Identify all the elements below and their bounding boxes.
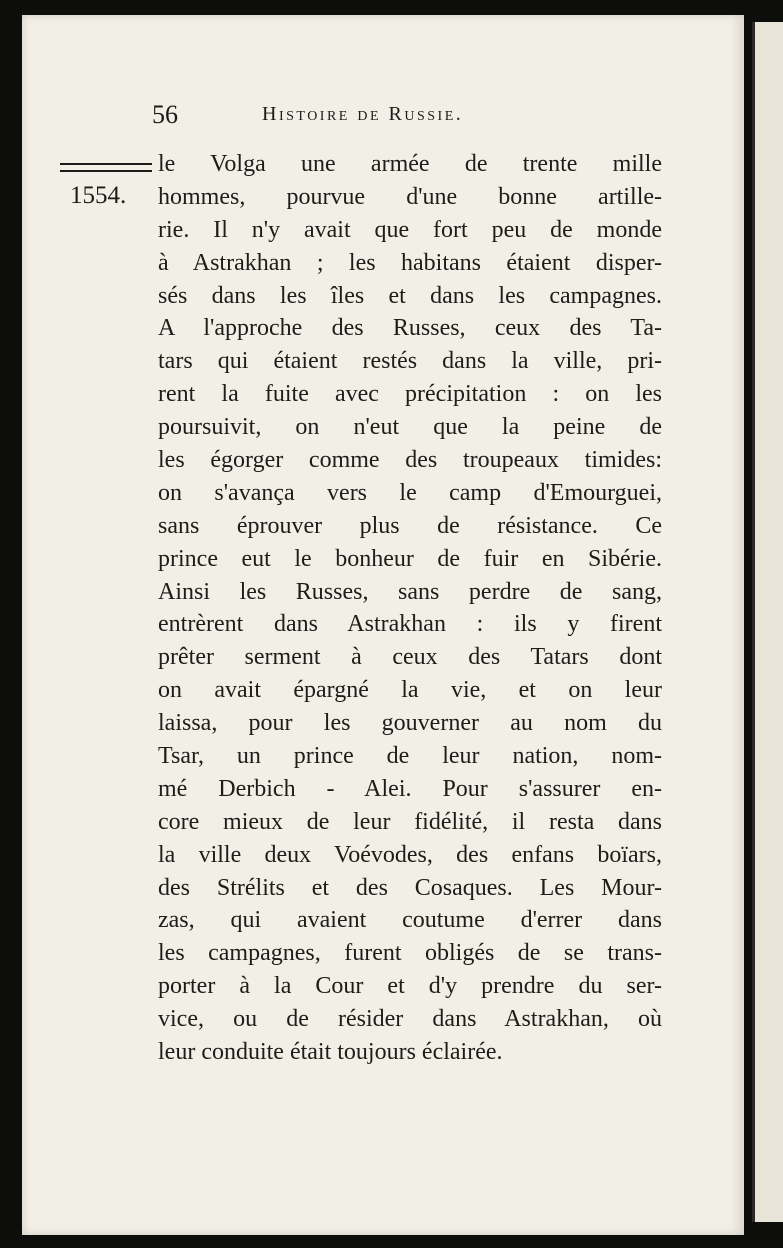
- text-line: mé Derbich - Alei. Pour s'assurer en-: [158, 775, 662, 802]
- text-line: sans éprouver plus de résistance. Ce: [158, 512, 662, 539]
- body-text: [158, 148, 662, 1069]
- continuation-rule: [60, 163, 152, 172]
- adjacent-page-edge: [752, 22, 783, 1222]
- text-line: le Volga une armée de trente mille: [158, 151, 662, 177]
- running-title: Histoire de Russie.: [262, 103, 464, 125]
- text-line: A l'approche des Russes, ceux des Ta-: [158, 315, 662, 342]
- text-line: rent la fuite avec précipitation : on les: [158, 381, 662, 408]
- text-line: hommes, pourvue d'une bonne artille-: [158, 183, 662, 210]
- text-line: Ainsi les Russes, sans perdre de sang,: [158, 578, 662, 605]
- text-line: poursuivit, on n'eut que la peine de: [158, 414, 662, 441]
- text-line: on avait épargné la vie, et on leur: [158, 677, 662, 704]
- text-line: la ville deux Voévodes, des enfans boïars,: [158, 841, 662, 868]
- text-line: leur conduite était toujours éclairée.: [158, 1039, 503, 1066]
- text-line: sés dans les îles et dans les campagnes.: [158, 282, 662, 309]
- page-number: 56: [152, 100, 178, 129]
- text-line: laissa, pour les gouverner au nom du: [158, 710, 662, 737]
- text-line: on s'avança vers le camp d'Emourguei,: [158, 479, 662, 506]
- text-line: les campagnes, furent obligés de se trans-: [158, 940, 662, 967]
- text-line: zas, qui avaient coutume d'errer dans: [158, 907, 662, 934]
- text-line: les égorger comme des troupeaux timides:: [158, 447, 662, 474]
- text-line: prêter serment à ceux des Tatars dont: [158, 644, 662, 671]
- text-line: prince eut le bonheur de fuir en Sibérie.: [158, 545, 662, 572]
- text-line: à Astrakhan ; les habitans étaient disper-: [158, 249, 662, 276]
- text-line: vice, ou de résider dans Astrakhan, où: [158, 1006, 662, 1033]
- text-line: core mieux de leur fidélité, il resta dans: [158, 808, 662, 835]
- text-line: Tsar, un prince de leur nation, nom-: [158, 743, 662, 770]
- text-line: des Strélits et des Cosaques. Les Mour-: [158, 874, 662, 901]
- margin-year: 1554.: [70, 182, 127, 209]
- text-line: tars qui étaient restés dans la ville, pri-: [158, 348, 662, 375]
- text-line: entrèrent dans Astrakhan : ils y firent: [158, 611, 662, 638]
- text-line: rie. Il n'y avait que fort peu de monde: [158, 216, 662, 243]
- text-line: porter à la Cour et d'y prendre du ser-: [158, 973, 662, 1000]
